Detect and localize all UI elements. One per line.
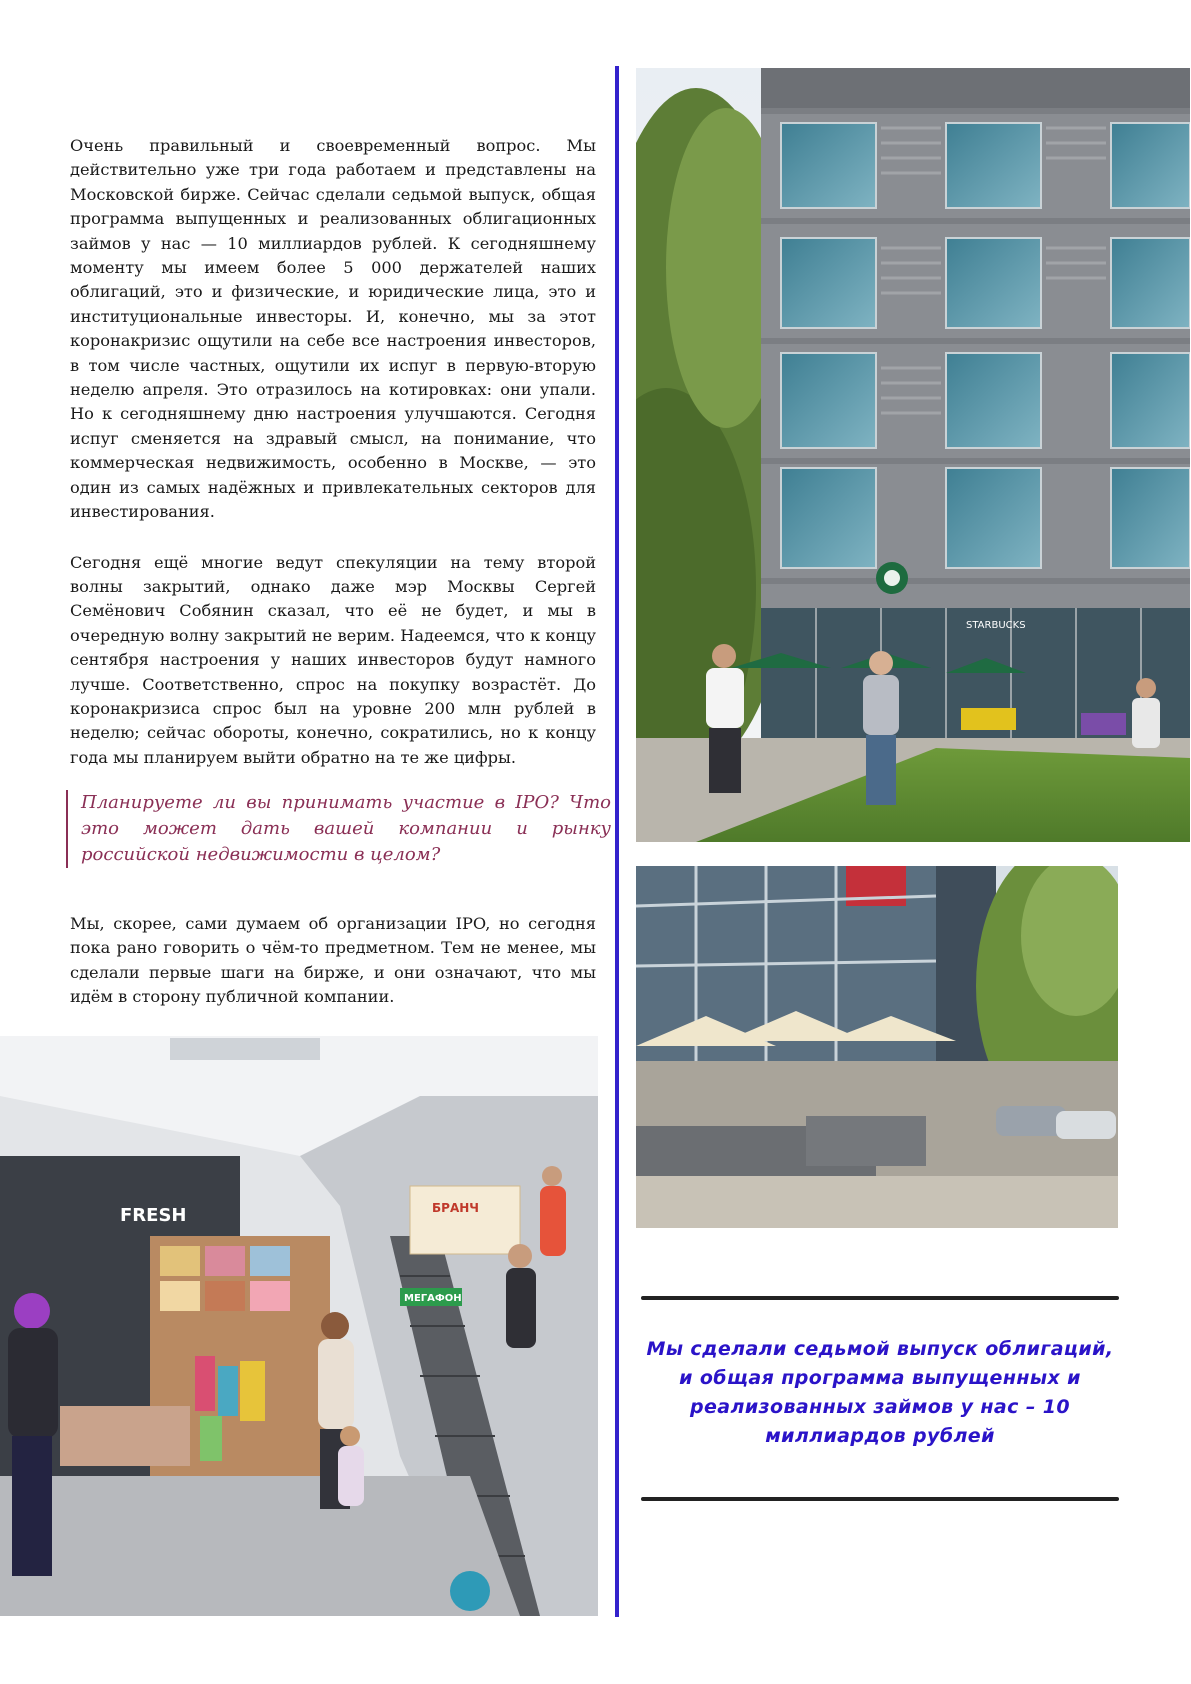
starbucks-sign: STARBUCKS [966,620,1026,631]
building-photo [636,68,1190,842]
column-divider [615,66,619,1617]
article-body [70,134,596,796]
interview-answer: Мы, скорее, сами думаем об организации IPO, но сегодня пока рано говорить о чём-то предметном. Тем не менее, мы сделали первые шаги на бирже, и они означают, что мы идём в сторону публичной компании. [70,914,596,1007]
branch-banner-text: БРАНЧ [432,1201,479,1215]
cafe-terrace-photo [636,866,1118,1228]
pull-quote: Мы сделали седьмой выпуск облигаций, и общая программа выпущенных и реализованных займов у нас – 10 миллиардов рублей [646,1338,1114,1447]
interview-question: Планируете ли вы принимать участие в IPO? Что это может дать вашей компании и рынку российской недвижимости в целом? [66,790,611,868]
megafon-sign-text: МЕГАФОН [404,1293,462,1304]
quote-top-line [641,1296,1119,1300]
fresh-store-sign: FRESH [120,1205,187,1226]
quote-bottom-line [641,1497,1119,1501]
mall-interior-photo [0,1036,598,1616]
article-paragraph: Сегодня ещё многие ведут спекуляции на тему второй волны закрытий, однако даже мэр Москвы Сергей Семёнович Собянин сказал, что её не будет, и мы в очередную волну закрытий не верим. Надеемся, что к концу сентября настроения у наших инвесторов будут намного лучше. Соответственно, спрос на покупку возрастёт. До коронакризиса спрос был на уровне 200 млн рублей в неделю; сейчас обороты, конечно, сократились, но к концу года мы планируем выйти обратно на те же цифры. [70,552,596,767]
article-paragraph: Очень правильный и своевременный вопрос. Мы действительно уже три года работаем и представлены на Московской бирже. Сейчас сделали седьмой выпуск, общая программа выпущенных и реализованных облигационных займов у нас — 10 миллиардов рублей. К сегодняшнему моменту мы имеем более 5 000 держателей наших облигаций, это и физические, и юридические лица, это и институциональные инвесторы. И, конечно, мы за этот коронакризис ощутили на себе все настроения инвесторов, в том числе частных, ощутили их испуг в первую-вторую неделю апреля. Это отразилось на котировках: они упали. Но к сегодняшнему дню настроения улучшаются. Сегодня испуг сменяется на здравый смысл, на понимание, что коммерческая недвижимость, особенно в Москве, — это один из самых надёжных и привлекательных секторов для инвестирования. [70,136,596,522]
